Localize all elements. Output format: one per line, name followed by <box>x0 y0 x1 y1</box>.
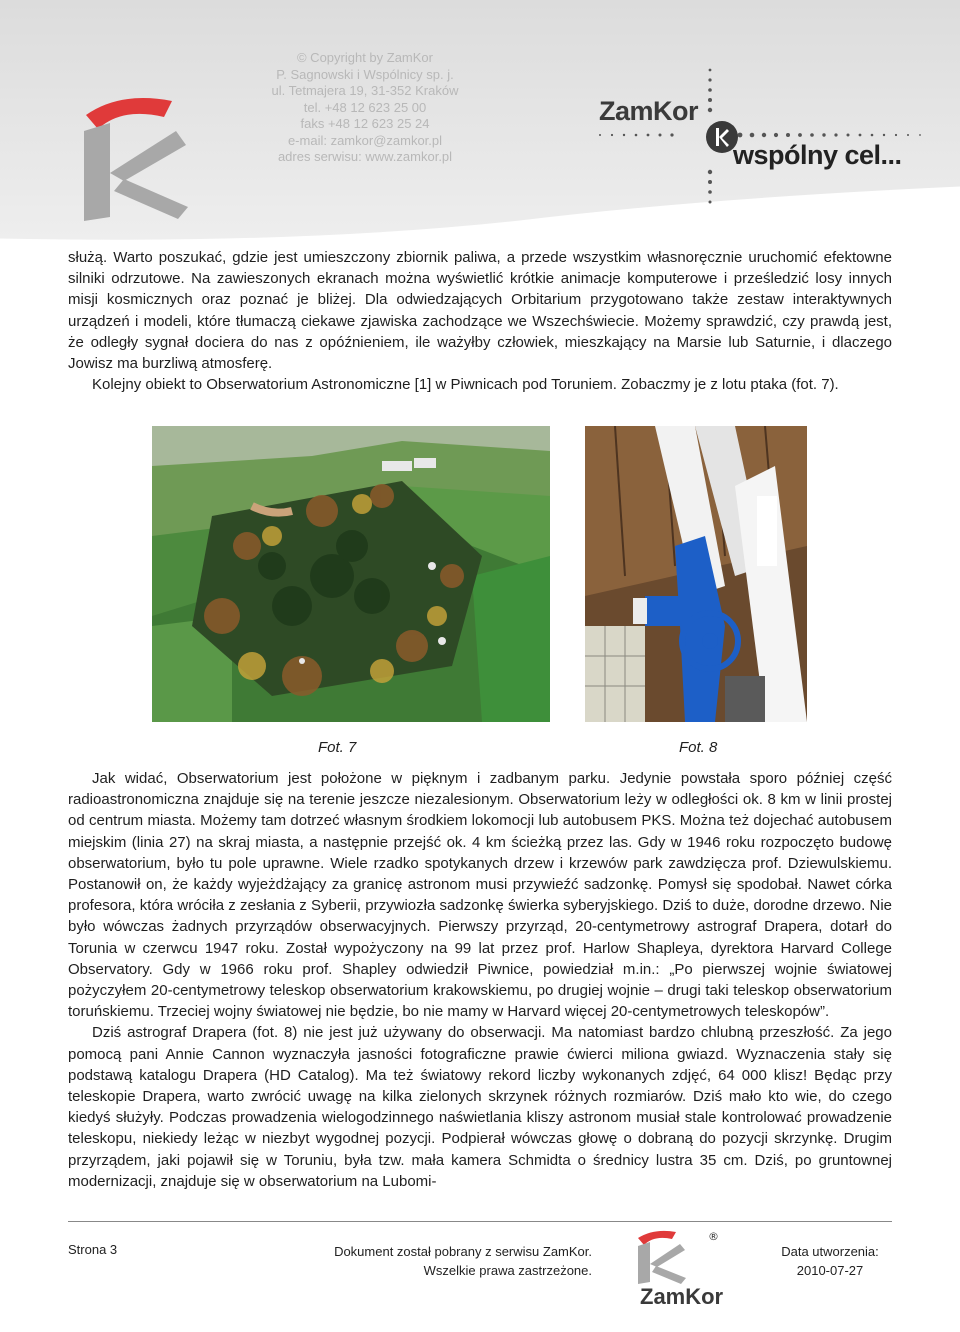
footer-zamkor-logo-icon <box>630 1228 720 1284</box>
paragraph: Dziś astrograf Drapera (fot. 8) nie jest już używany do obserwacji. Ma natomiast bardzo chlubną przeszłość. Za jego pomocą pani Annie Cannon wyznaczyła jasności fotograficzne prawie ćwierci miliona gwiazd. Wyznaczenia stały się podstawą katalogu Drapera (HD Catalog). Ma też światowy rekord liczby wykonanych zdjęć, 64 000 klisz! Będąc przy teleskopie Drapera, warto zwrócić uwagę na kilka zielonych skrzynek różnych rozmiarów. Dziś mało kto wie, do czego kiedyś służyły. Podczas prowadzenia wielogodzinnego naświetlania kliszy astronom musiał stale kontrolować prowadzenie teleskopu, niekiedy leżąc w niezbyt wygodnej pozycji. Podpierał wówczas głowę o dobraną do pozycji skrzynkę. Drugim przyrządem, jaki pojawił się w Toruniu, była tzw. mała kamera Schmidta o średnicy lustra 35 cm. Dziś, po gruntownej modernizacji, znajduje się w obserwatorium na Lubomi- <box>68 1024 892 1190</box>
telescope-photo-image <box>585 426 807 722</box>
figure-caption-8: Fot. 8 <box>679 739 718 756</box>
website-line: adres serwisu: www.zamkor.pl <box>277 149 453 164</box>
brand-name: ZamKor <box>599 96 699 126</box>
brand-tagline: wspólny cel... <box>733 140 902 170</box>
paragraph: Kolejny obiekt to Obserwatorium Astronomiczne [1] w Piwnicach pod Toruniem. Zobaczmy je z lotu ptaka (fot. 7). <box>92 376 839 394</box>
photo-aerial-observatory <box>152 426 550 722</box>
footer-notice <box>318 1242 592 1280</box>
phone-line: tel. +48 12 623 25 00 <box>303 99 427 115</box>
footer-notice-line: Dokument został pobrany z serwisu ZamKor. <box>334 1244 592 1259</box>
paragraph: służą. Warto poszukać, gdzie jest umieszczony zbiornik paliwa, a przede wszystkim własnoręcznie uruchomić efektowne silniki odrzutowe. Na zawieszonych ekranach można wyświetlić krótkie animacje komputerowe i prześledzić losy innych misji kosmicznych oraz poznać je bliżej. Dla odwiedzających Orbitarium przygotowano także zestaw interaktywnych urządzeń i modeli, które tłumaczą ciekawe zjawiska zachodzące we Wszechświecie. Możemy sprawdzić, czy prawdą jest, że odległy sygnał dociera do nas z opóźnieniem, ile ważyłby człowiek, mieszkający na Marsie lub Saturnie, i dlaczego Jowisz ma burzliwą atmosferę. <box>68 249 892 373</box>
page-header <box>0 0 960 245</box>
date-label: Data utworzenia: <box>781 1244 879 1259</box>
footer-brand-name: ZamKor <box>640 1284 724 1309</box>
address-line: ul. Tetmajera 19, 31-352 Kraków <box>271 83 459 98</box>
brand-logo <box>595 60 925 210</box>
body-text-bottom <box>68 768 892 1192</box>
footer-divider <box>68 1221 892 1222</box>
page-number: Strona 3 <box>68 1242 118 1257</box>
aerial-photo-image <box>152 426 550 722</box>
footer-notice-line: Wszelkie prawa zastrzeżone. <box>423 1263 592 1278</box>
registered-mark: ® <box>708 1230 719 1243</box>
paragraph: Jak widać, Obserwatorium jest położone w pięknym i zadbanym parku. Jedynie powstała sporo później część radioastronomiczna znajduje się na terenie jeszcze niezalesionym. Obserwatorium leży w odległości ok. 8 km w linii prostej od centrum miasta. Możemy tam dotrzeć własnym środkiem lokomocji lub autobusem PKS. Można też dojechać autobusem miejskim (linia 27) na skraj miasta, a następnie przejść ok. 4 km ścieżką przez las. Gdy w 1946 roku rozpoczęto budowę obserwatorium, było tu pole uprawne. Wiele rzadko spotykanych drzew i krzewów park zawdzięcza prof. Dziewulskiemu. Postanowił on, że każdy wyjeżdżający za granicę astronom musi przywieźć sadzonkę. Pomysł się spodobał. Nawet córka profesora, która wróciła z zesłania z Syberii, przywiozła sadzonkę świerka syberyjskiego. Dziś to duże, dorodne drzewo. Nie było wówczas żadnych przyrządów obserwacyjnych. Pierwszy przyrząd, 20-centymetrowy astrograf Drapera, dotarł do Torunia w czerwcu 1947 roku. Został wypożyczony na 99 lat przez prof. Harlow Shapleya, dyrektora Harvard College Observatory. Gdy w 1966 roku prof. Shapley odwiedził Piwnice, powiedział m.in.: „Po pierwszej wojnie światowej pożyczyłem 20-centymetrowy teleskop obserwatorium krakowskiemu, po drugiej wojnie – drugi taki teleskop obserwatorium toruńskiemu. Trzeciej wojny światowej nie będzie, bo nie mamy w Harvard więcej 20-centymetrowych teleskopów”. <box>68 770 892 1021</box>
date-value: 2010-07-27 <box>796 1263 864 1278</box>
copyright-block <box>250 50 480 166</box>
company-line: P. Sagnowski i Wspólnicy sp. j. <box>276 66 454 82</box>
copyright-line: © Copyright by ZamKor <box>296 50 433 65</box>
zamkor-k-logo-icon <box>80 95 200 225</box>
figure-caption-7: Fot. 7 <box>318 739 357 756</box>
fax-line: faks +48 12 623 25 24 <box>300 116 430 131</box>
photo-draper-telescope <box>585 426 807 722</box>
email-line: e-mail: zamkor@zamkor.pl <box>287 132 443 148</box>
creation-date <box>770 1242 890 1280</box>
body-text-top <box>68 247 892 395</box>
dotted-lines-decoration <box>595 60 925 210</box>
